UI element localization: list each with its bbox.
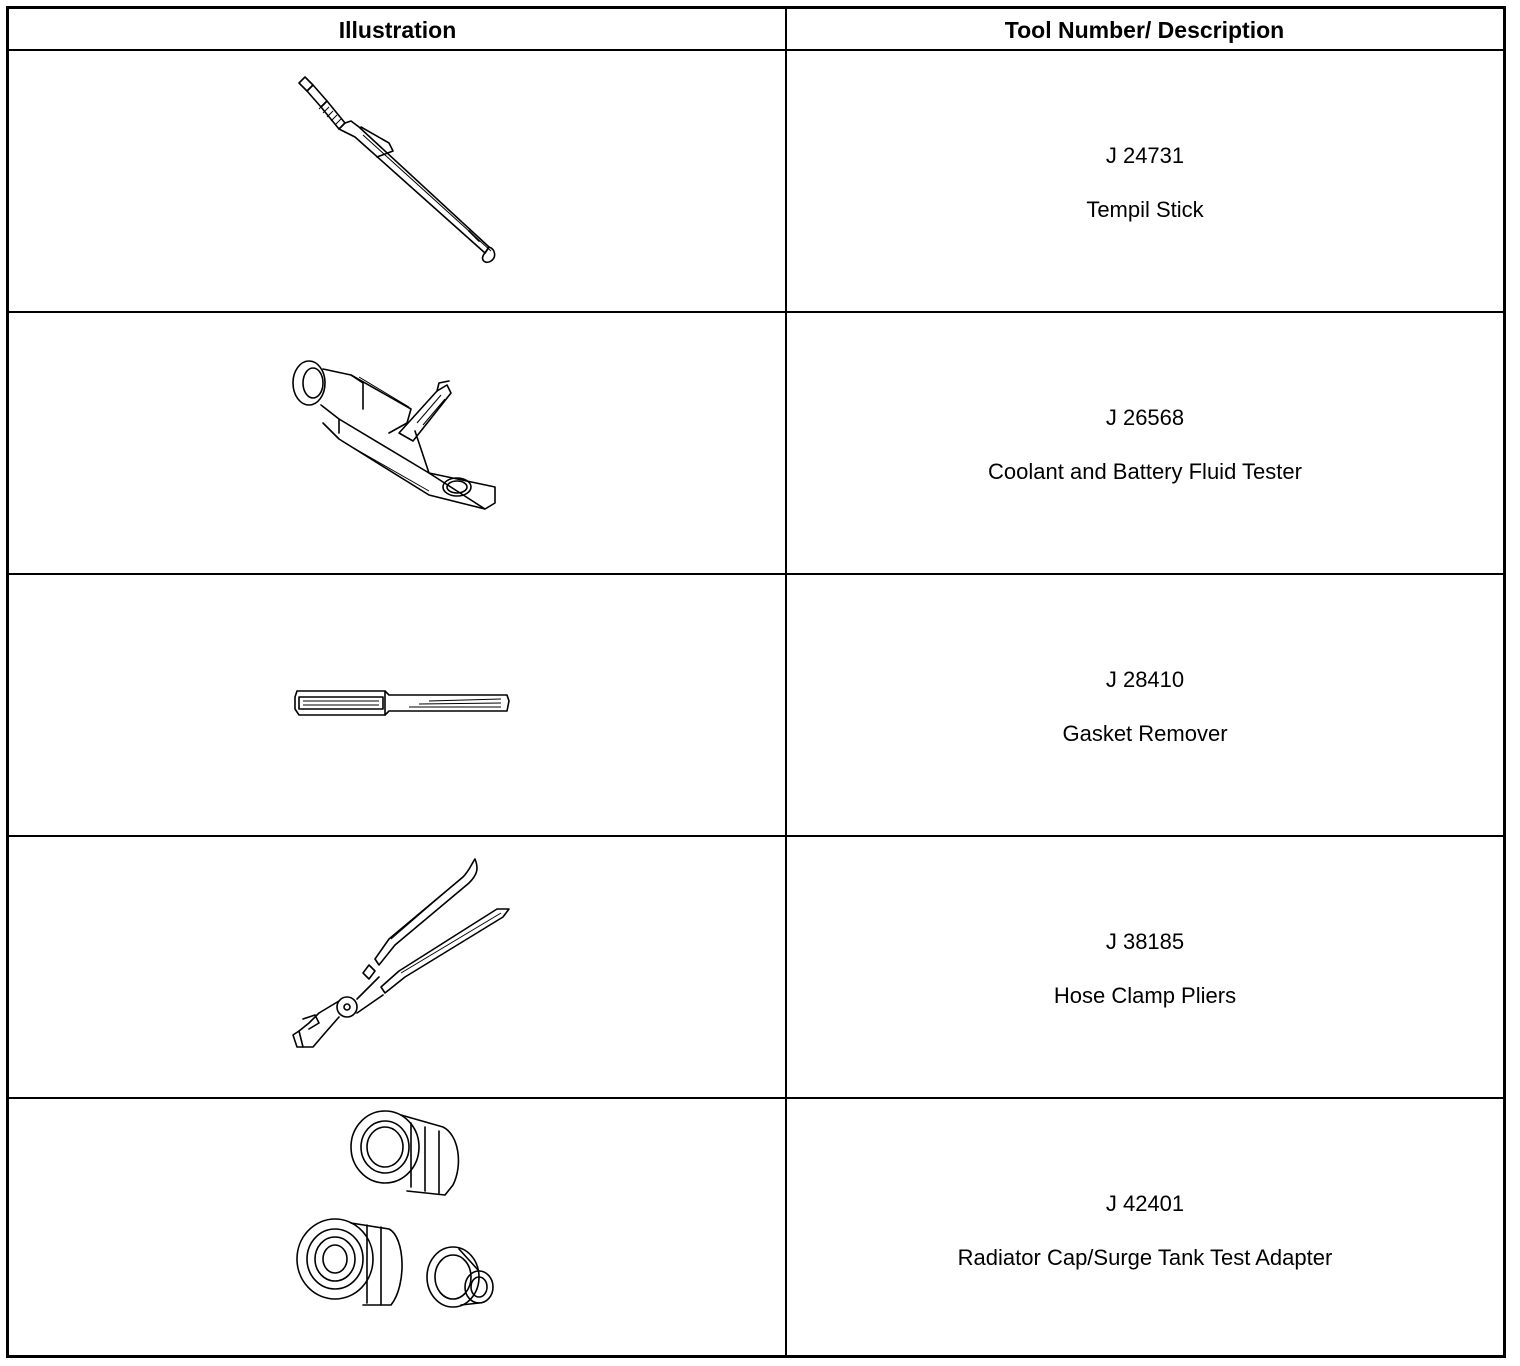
tools-table: [6, 6, 1506, 1358]
table-row: [9, 313, 1503, 575]
description-cell: [787, 575, 1503, 835]
description-cell: [787, 837, 1503, 1097]
table-header: [9, 9, 1503, 51]
tool-number: J 26568: [1105, 405, 1185, 430]
gasket-remover-icon: [279, 585, 519, 825]
tool-number: J 24731: [1105, 143, 1185, 168]
tool-name: Coolant and Battery Fluid Tester: [988, 459, 1302, 484]
table-row: [9, 51, 1503, 313]
illustration-cell: [9, 51, 785, 311]
tool-number: J 28410: [1105, 667, 1185, 692]
tempil-stick-icon: [279, 61, 519, 301]
table-row: [9, 837, 1503, 1099]
tool-name: Gasket Remover: [1062, 721, 1228, 746]
hose-clamp-pliers-icon: [279, 847, 519, 1087]
table-row: [9, 575, 1503, 837]
description-cell: [787, 1099, 1503, 1359]
test-adapter-icon: [279, 1109, 519, 1349]
tool-name: Tempil Stick: [1086, 197, 1204, 222]
tool-number: J 38185: [1105, 929, 1185, 954]
fluid-tester-icon: [279, 323, 519, 563]
tool-name: Radiator Cap/Surge Tank Test Adapter: [957, 1245, 1333, 1270]
description-cell: [787, 313, 1503, 573]
illustration-cell: [9, 313, 785, 573]
header-illustration: Illustration: [338, 17, 457, 43]
illustration-cell: [9, 837, 785, 1097]
tool-name: Hose Clamp Pliers: [1053, 983, 1237, 1008]
header-tool-description: Tool Number/ Description: [1004, 17, 1285, 43]
tool-number: J 42401: [1105, 1191, 1185, 1216]
description-cell: [787, 51, 1503, 311]
illustration-cell: [9, 575, 785, 835]
illustration-cell: [9, 1099, 785, 1359]
table-row: [9, 1099, 1503, 1361]
